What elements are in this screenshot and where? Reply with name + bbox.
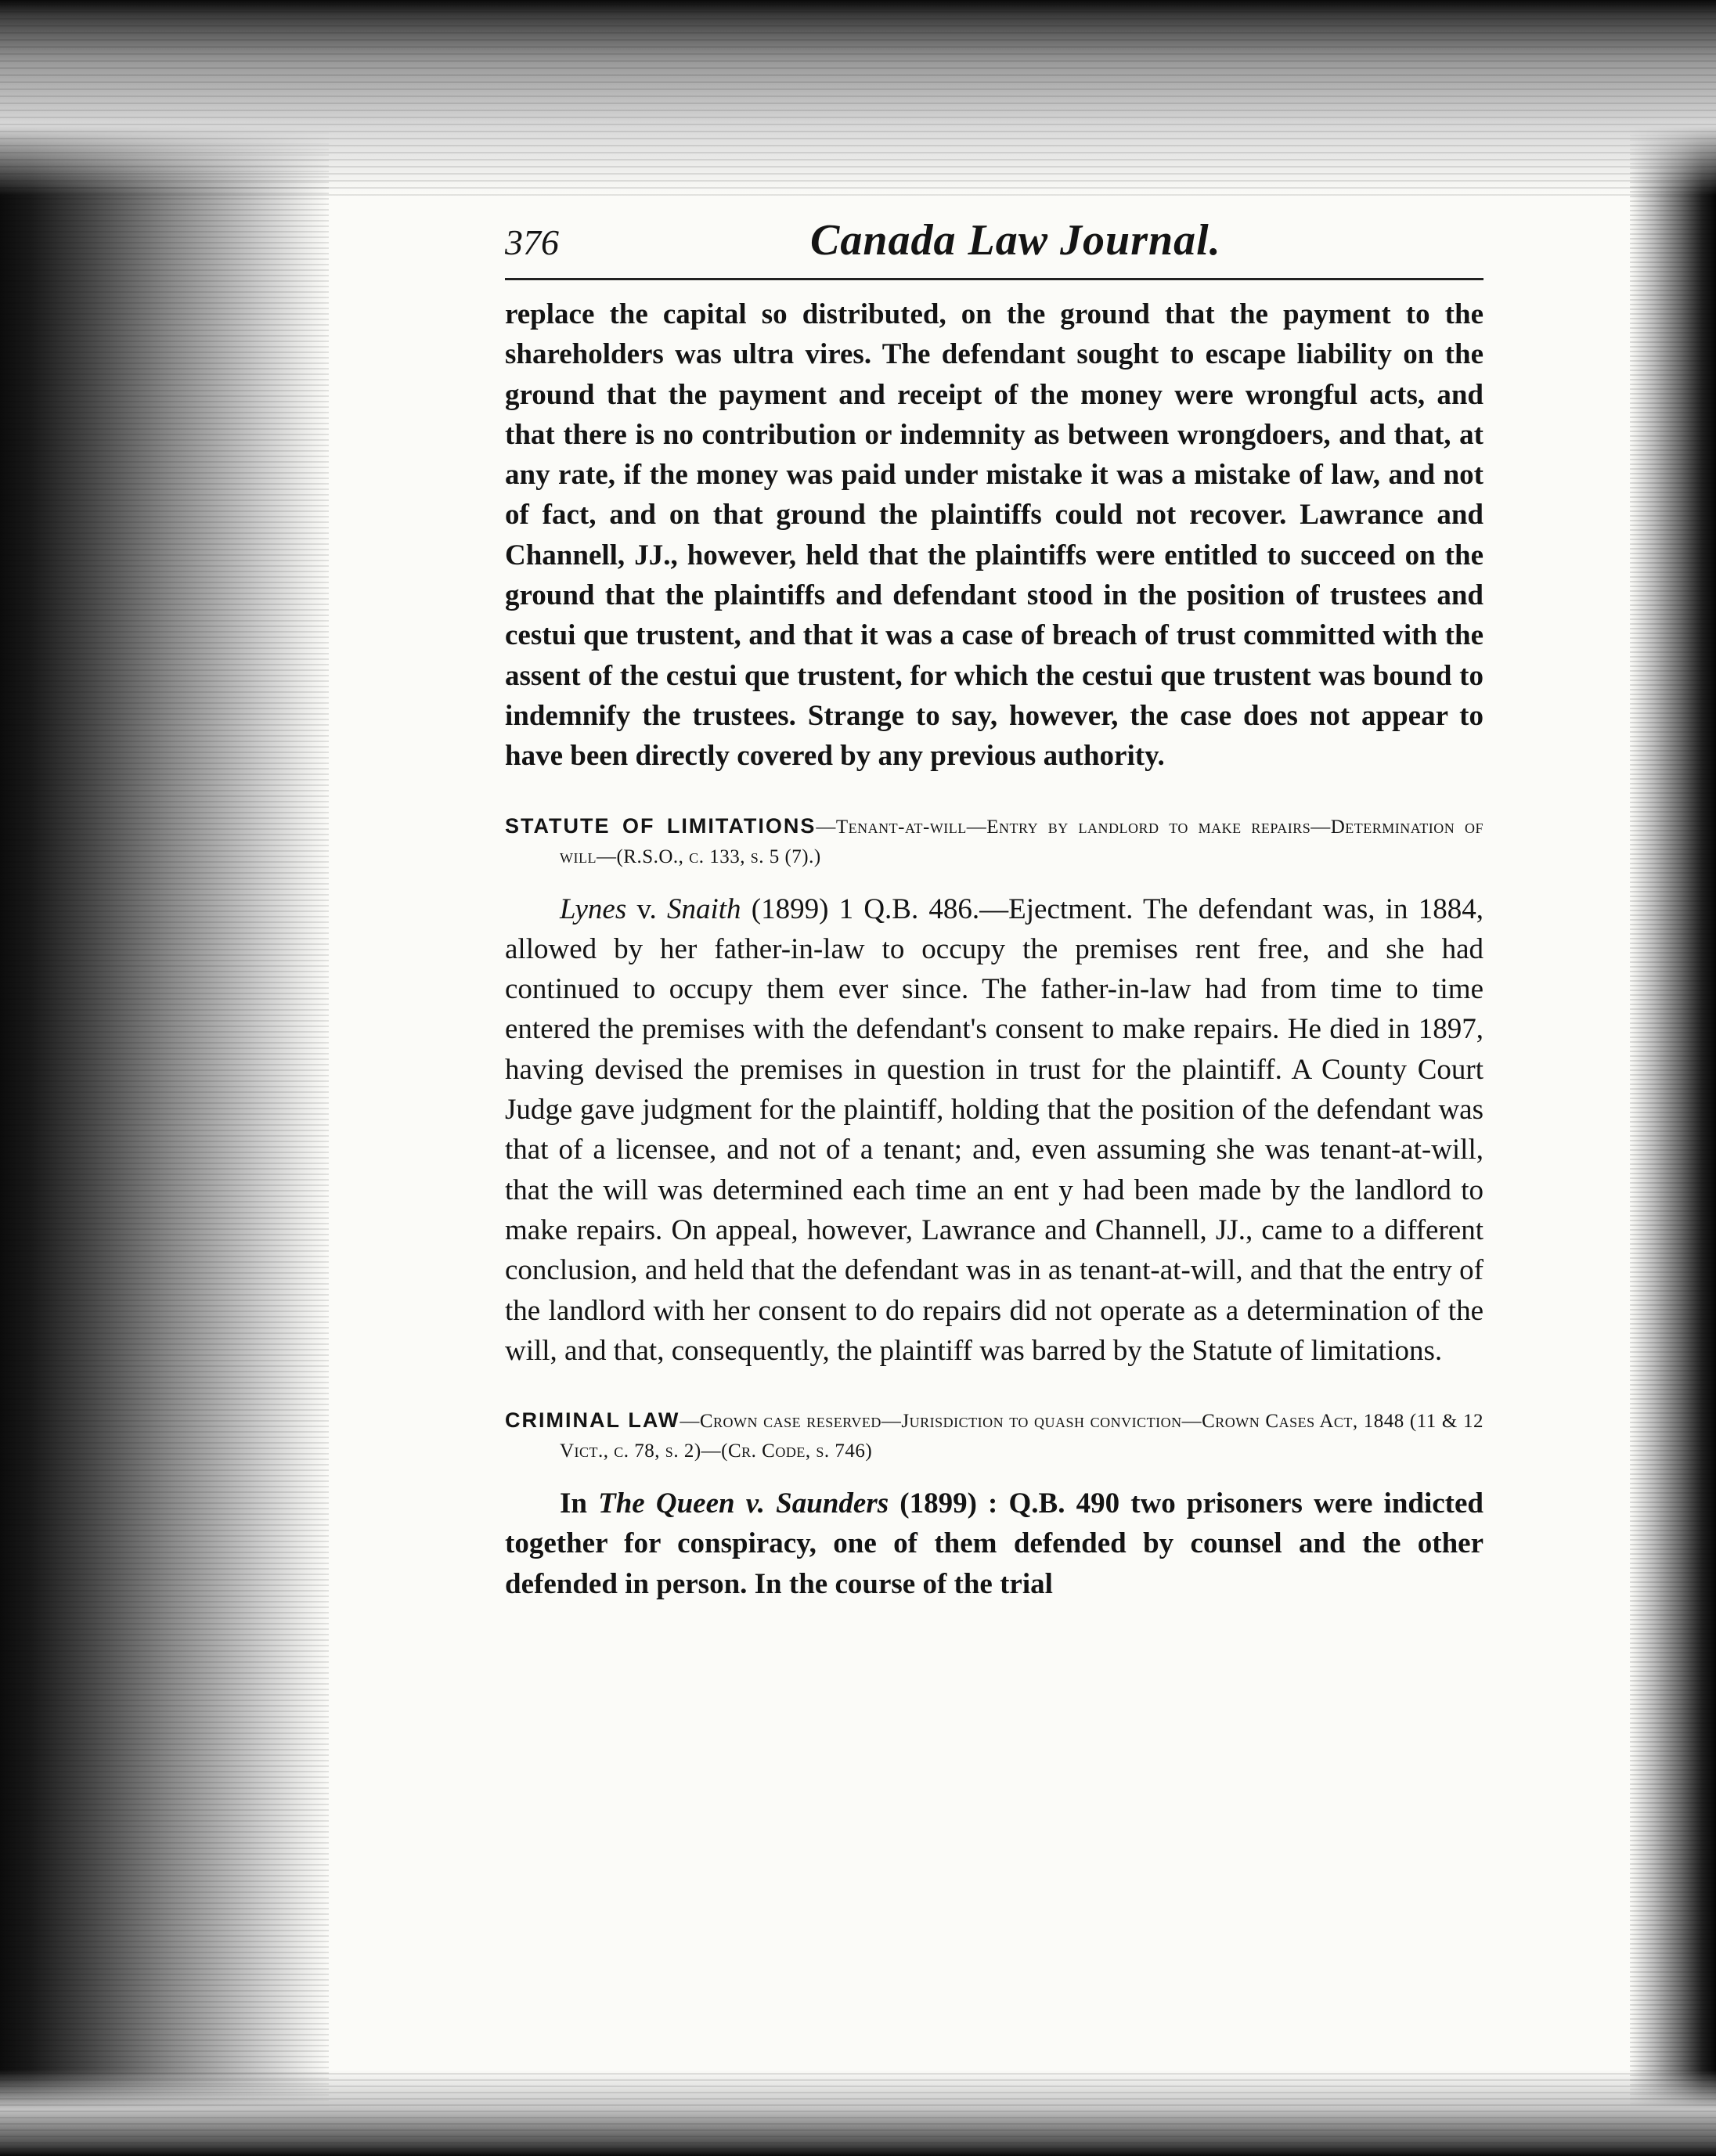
case-paragraph-queen-v-saunders [505,1484,1483,1604]
running-header [505,215,1483,280]
scan-shadow-top [0,0,1716,196]
case-paragraph-lynes-v-snaith [505,889,1483,1372]
opening-paragraph: replace the capital so distributed, on the ground that the payment to the shareholders was ultra vires. The defendant sought to escape liability on the ground that the payment and receipt of the money were wrongful acts, and that there is no contribution or indemnity as between wrongdoers, and that, at any rate, if the money was paid under mistake it was a mistake of law, and not of fact, and on that ground the plaintiffs could not recover. Lawrance and Channell, JJ., however, held that the plaintiffs were entitled to succeed on the ground that the plaintiffs and defendant stood in the position of trustees and cestui que trustent, and that it was a case of breach of trust committed with the assent of the cestui que trustent, for which the cestui que trustent was bound to indemnify the trustees. Strange to say, however, the case does not appear to have been directly covered by any previous authority. [505,298,1483,773]
section-subtitle: —Crown case reserved—Jurisdiction to quash conviction—Crown Cases Act, 1848 (11 & 12 Vict., c. 78, s. 2)—(Cr. Code, s. 746) [560,1411,1483,1462]
section-heading-statute-of-limitations [505,811,1483,872]
section-subtitle: —Tenant-at-will—Entry by landlord to make repairs—Determination of will—(R.S.O., c. 133, s. 5 (7).) [560,816,1483,867]
case-intro: In [560,1487,599,1520]
scan-shadow-bottom [0,2070,1716,2156]
section-heading-criminal-law [505,1405,1483,1466]
page-number: 376 [505,222,559,262]
case-body: (1899) : Q.B. 490 two prisoners were indicted together for conspiracy, one of them defended by counsel and the other defended in person. In the course of the trial [505,1487,1483,1600]
case-party-plaintiff: Lynes [560,892,627,925]
case-body: (1899) 1 Q.B. 486.—Ejectment. The defendant was, in 1884, allowed by her father-in-law to occupy the premises rent free, and she had continued to occupy them ever since. The father-in-law had from time to time entered the premises with the defendant's consent to make repairs. He died in 1897, having devised the premises in question in trust for the plaintiff. A County Court Judge gave judgment for the plaintiff, holding that the position of the defendant was that of a licensee, and not of a tenant; and, even assuming she was tenant-at-will, that the will was determined each time an ent y had been made by the landlord to make repairs. On appeal, however, Lawrance and Channell, JJ., came to a different conclusion, and held that the defendant was in as tenant-at-will, and that the entry of the landlord with her consent to do repairs did not operate as a determination of the will, and that, consequently, the plaintiff was barred by the Statute of limitations. [505,892,1483,1367]
section-title: CRIMINAL LAW [505,1408,680,1433]
case-versus: v. [626,892,667,925]
scan-shadow-left [0,0,329,2156]
page-content [505,215,1483,1604]
journal-title: Canada Law Journal. [810,216,1221,265]
case-party-defendant: Snaith [667,892,741,925]
section-title: STATUTE OF LIMITATIONS [505,813,817,838]
scan-shadow-right [1630,0,1716,2156]
case-title: The Queen v. Saunders [598,1487,889,1520]
